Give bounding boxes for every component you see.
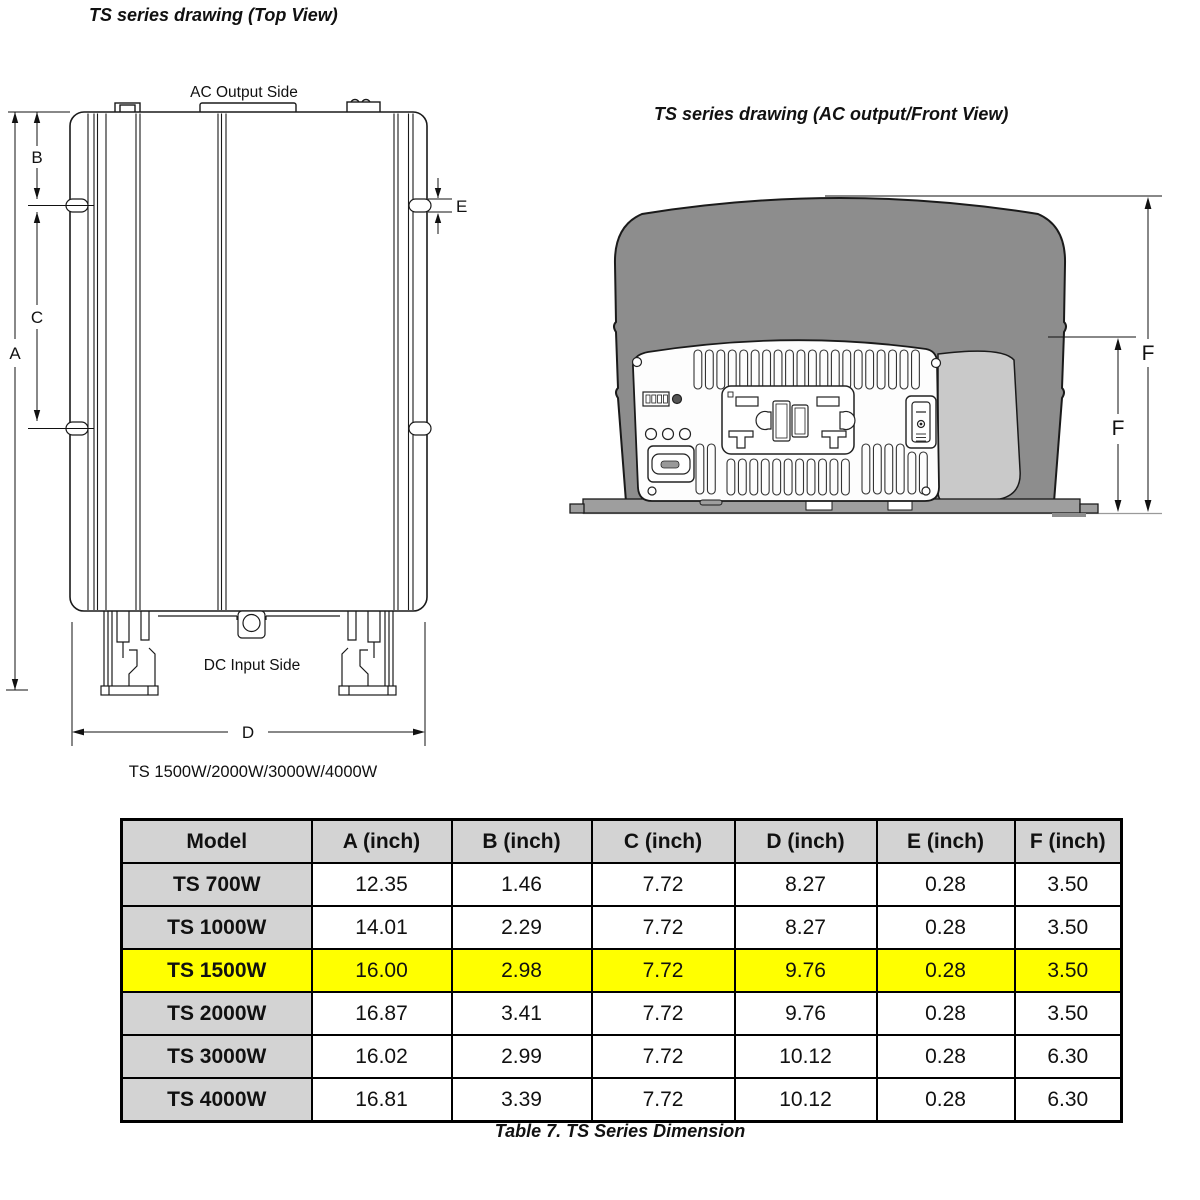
value-cell: 10.12: [735, 1078, 877, 1122]
value-cell: 9.76: [735, 992, 877, 1035]
column-header: B (inch): [452, 820, 592, 864]
value-cell: 3.50: [1015, 906, 1122, 949]
value-cell: 3.41: [452, 992, 592, 1035]
table-row-ts-1500w: [122, 949, 1122, 992]
table-body: [122, 863, 1122, 1122]
dc-input-end: [101, 611, 396, 695]
value-cell: 0.28: [877, 949, 1015, 992]
value-cell: 8.27: [735, 863, 877, 906]
model-cell: TS 700W: [122, 863, 312, 906]
label-dc-input-side: DC Input Side: [203, 657, 301, 674]
value-cell: 3.50: [1015, 949, 1122, 992]
ac-outlet: [722, 386, 855, 454]
outlet-reset-buttons: [773, 401, 808, 441]
remote-port: [648, 446, 694, 482]
dim-label-a: A: [9, 344, 21, 363]
value-cell: 0.28: [877, 1078, 1015, 1122]
ac-terminal-tabs: [115, 100, 380, 114]
value-cell: 7.72: [592, 992, 735, 1035]
dim-label-f-outer: F: [1141, 342, 1155, 365]
model-cell: TS 4000W: [122, 1078, 312, 1122]
label-ac-output-side: AC Output Side: [190, 84, 298, 101]
status-display: [643, 392, 669, 406]
base-tab: [700, 500, 722, 505]
dimension-line-e: [428, 178, 452, 234]
value-cell: 0.28: [877, 906, 1015, 949]
model-cell: TS 3000W: [122, 1035, 312, 1078]
dc-terminal-right: [339, 611, 396, 695]
front-view-drawing: [560, 90, 1200, 540]
mounting-foot-left: [570, 504, 584, 513]
column-header: D (inch): [735, 820, 877, 864]
value-cell: 0.28: [877, 1035, 1015, 1078]
front-view-title: TS series drawing (AC output/Front View): [654, 104, 1009, 124]
value-cell: 0.28: [877, 992, 1015, 1035]
model-cell: TS 1500W: [122, 949, 312, 992]
value-cell: 7.72: [592, 949, 735, 992]
value-cell: 2.99: [452, 1035, 592, 1078]
value-cell: 7.72: [592, 1035, 735, 1078]
value-cell: 7.72: [592, 863, 735, 906]
dim-label-e: E: [456, 197, 468, 216]
mounting-foot-right: [1080, 504, 1098, 513]
table-row-ts-3000w: [122, 1035, 1122, 1078]
value-cell: 10.12: [735, 1035, 877, 1078]
value-cell: 8.27: [735, 906, 877, 949]
dim-label-c: C: [30, 308, 44, 327]
value-cell: 9.76: [735, 949, 877, 992]
chassis-body: [70, 112, 427, 611]
column-header: F (inch): [1015, 820, 1122, 864]
dim-label-b: B: [31, 148, 43, 167]
column-header: Model: [122, 820, 312, 864]
power-switch: [906, 396, 936, 448]
value-cell: 7.72: [592, 1078, 735, 1122]
model-cell: TS 2000W: [122, 992, 312, 1035]
table-caption: Table 7. TS Series Dimension: [494, 1121, 746, 1141]
dimension-table: [120, 818, 1123, 1123]
value-cell: 3.50: [1015, 863, 1122, 906]
dim-label-d: D: [241, 723, 255, 742]
value-cell: 6.30: [1015, 1078, 1122, 1122]
value-cell: 1.46: [452, 863, 592, 906]
value-cell: 12.35: [312, 863, 452, 906]
dc-terminal-left: [101, 611, 158, 695]
value-cell: 14.01: [312, 906, 452, 949]
table-row-ts-1000w: [122, 906, 1122, 949]
value-cell: 6.30: [1015, 1035, 1122, 1078]
model-cell: TS 1000W: [122, 906, 312, 949]
value-cell: 0.28: [877, 863, 1015, 906]
top-view-caption: TS 1500W/2000W/3000W/4000W: [128, 763, 378, 781]
value-cell: 2.29: [452, 906, 592, 949]
top-view-drawing: [0, 60, 510, 800]
value-cell: 3.50: [1015, 992, 1122, 1035]
inverter-top-view: [66, 100, 431, 696]
column-header: C (inch): [592, 820, 735, 864]
value-cell: 2.98: [452, 949, 592, 992]
column-header: A (inch): [312, 820, 452, 864]
value-cell: 16.02: [312, 1035, 452, 1078]
value-cell: 3.39: [452, 1078, 592, 1122]
dim-label-f-inner: F: [1111, 417, 1125, 440]
top-view-title: TS series drawing (Top View): [89, 5, 338, 25]
vent-slots-bottom: [727, 459, 849, 495]
value-cell: 16.81: [312, 1078, 452, 1122]
value-cell: 16.87: [312, 992, 452, 1035]
table-row-ts-4000w: [122, 1078, 1122, 1122]
buzzer-icon: [673, 395, 682, 404]
table-head-row: [122, 820, 1122, 864]
led-indicators: [646, 429, 691, 440]
column-header: E (inch): [877, 820, 1015, 864]
case-side-panel: [938, 351, 1020, 503]
value-cell: 16.00: [312, 949, 452, 992]
table-row-ts-2000w: [122, 992, 1122, 1035]
table-row-ts-700w: [122, 863, 1122, 906]
value-cell: 7.72: [592, 906, 735, 949]
